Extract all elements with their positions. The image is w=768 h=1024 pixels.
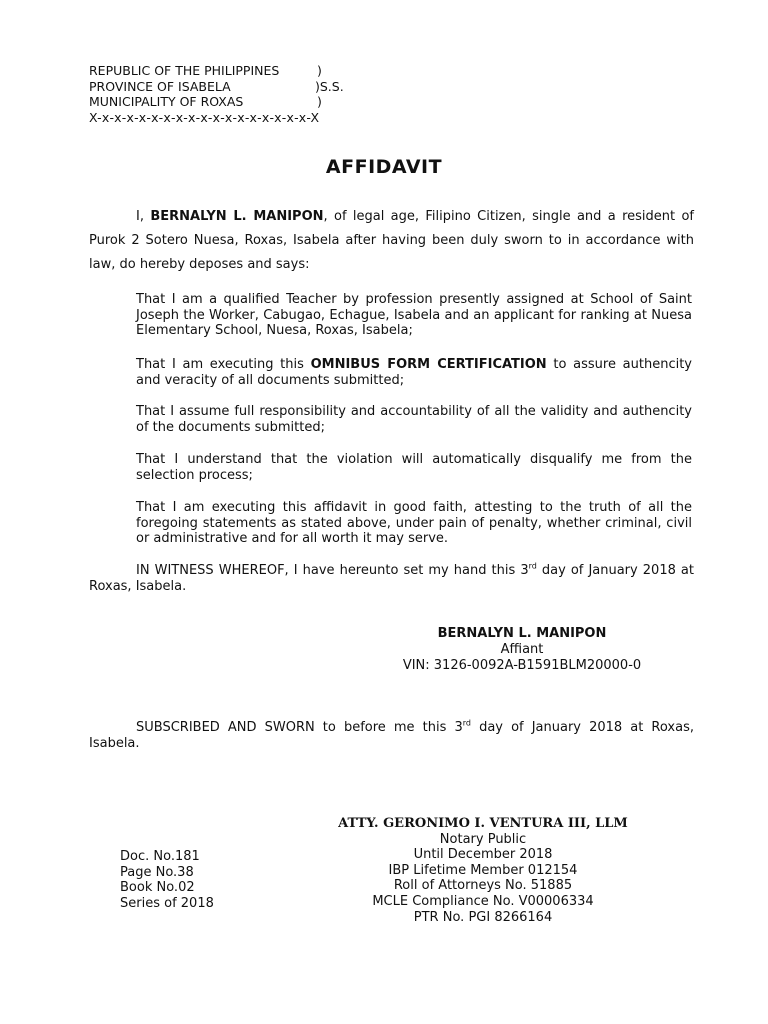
witness-before: IN WITNESS WHEREOF, I have hereunto set my hand this 3 — [136, 563, 529, 578]
clause-1: That I am a qualified Teacher by profession presently assigned at School of Saint Joseph the Worker, Cabugao, Echague, Isabela and an applicant for ranking at Nuesa Elementary School, Nuesa, Roxas, Isabela; — [136, 292, 692, 338]
venue-municipality: MUNICIPALITY OF ROXAS — [89, 94, 244, 109]
intro-prefix: I, — [136, 209, 151, 224]
doc-number: Doc. No.181 — [120, 849, 200, 864]
affiant-name: BERNALYN L. MANIPON — [437, 626, 607, 641]
witness-after: day of January 2018 at Roxas, Isabela. — [89, 563, 694, 594]
venue-province: PROVINCE OF ISABELA — [89, 78, 231, 94]
notary-name: ATTY. GERONIMO I. VENTURA III, LLM — [338, 816, 628, 831]
intro-affiant-name: BERNALYN L. MANIPON — [150, 209, 324, 224]
venue-republic: REPUBLIC OF THE PHILIPPINES — [89, 63, 280, 78]
notary-commission: Until December 2018 — [413, 847, 553, 863]
venue-line-republic — [89, 63, 389, 79]
notary-title: Notary Public — [439, 831, 527, 847]
intro-text: , of legal age, Filipino Citizen, single and a resident of Purok 2 Sotero Nuesa, Roxas, Isabela after having been duly sworn to in accordance with law, do hereby deposes and says: — [89, 209, 694, 272]
affiant-vin: VIN: 3126-0092A-B1591BLM20000-0 — [402, 658, 642, 673]
notary-block — [330, 816, 636, 925]
venue-paren-3: ) — [317, 94, 322, 109]
page-number: Page No.38 — [120, 864, 194, 880]
intro-paragraph — [89, 205, 694, 277]
venue-line-municipality — [89, 94, 389, 110]
notarial-register-block — [120, 849, 260, 911]
notary-roll: Roll of Attorneys No. 51885 — [393, 878, 573, 894]
clause-2-prefix: That I am executing this — [136, 357, 311, 372]
document-title: AFFIDAVIT — [325, 156, 443, 178]
venue-line-province — [89, 79, 389, 95]
notary-ibp: IBP Lifetime Member 012154 — [388, 862, 578, 878]
clause-2-suffix: to assure authencity and veracity of all documents submitted; — [136, 357, 692, 388]
witness-ordinal: rd — [528, 561, 537, 571]
notary-mcle: MCLE Compliance No. V00006334 — [372, 893, 594, 909]
book-number: Book No.02 — [120, 880, 195, 896]
venue-block — [89, 63, 389, 125]
clause-2 — [136, 357, 692, 388]
clause-5: That I am executing this affidavit in good faith, attesting to the truth of all the foregoing statements as stated above, under pain of penalty, whether criminal, civil or administrative and for all worth it may serve. — [136, 500, 692, 546]
affiant-signature-block — [380, 626, 664, 674]
notary-ptr: PTR No. PGI 8266164 — [413, 909, 553, 925]
venue-paren-1: ) — [317, 63, 322, 78]
clause-4: That I understand that the violation will automatically disqualify me from the selection process; — [136, 452, 692, 483]
jurat-before: SUBSCRIBED AND SWORN to before me this 3 — [136, 720, 463, 735]
jurat-after: day of January 2018 at Roxas, Isabela. — [89, 720, 695, 751]
venue-paren-ss: )S.S. — [315, 78, 344, 94]
affiant-role: Affiant — [500, 642, 544, 657]
jurat-paragraph — [89, 720, 694, 752]
clause-3: That I assume full responsibility and accountability of all the validity and authencity of the documents submitted; — [136, 404, 692, 435]
witness-paragraph — [89, 563, 694, 595]
series-year: Series of 2018 — [120, 895, 214, 911]
venue-separator: X-x-x-x-x-x-x-x-x-x-x-x-x-x-x-x-x-x-X — [89, 109, 320, 125]
clause-2-emphasis: OMNIBUS FORM CERTIFICATION — [310, 357, 547, 372]
jurat-ordinal: rd — [462, 718, 471, 728]
